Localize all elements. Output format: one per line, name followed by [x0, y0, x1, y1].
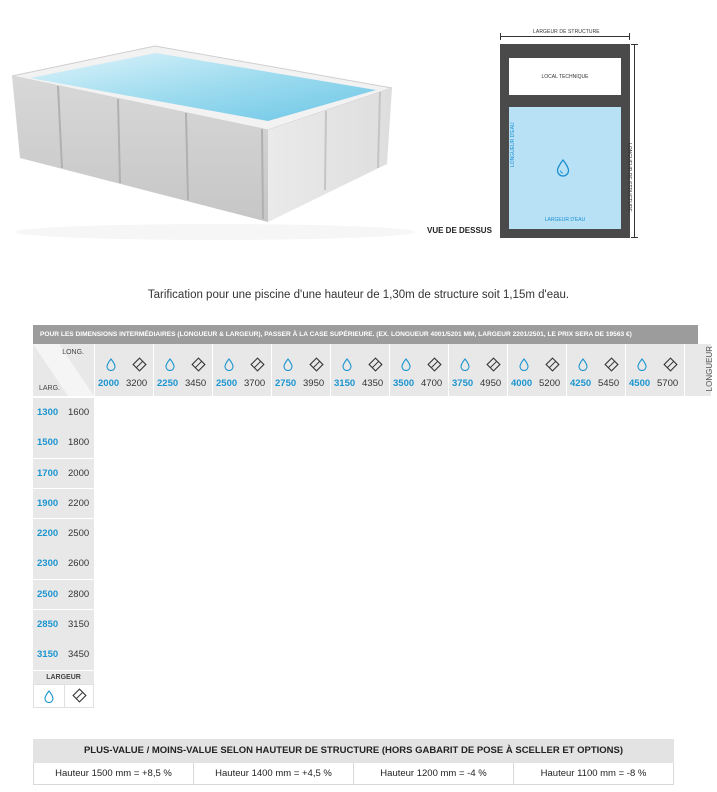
water-drop-icon [519, 358, 529, 376]
corner-larg-label: LARG. [39, 385, 61, 392]
legend-separator [64, 685, 65, 707]
water-width-value: 2200 [37, 528, 59, 540]
water-area [509, 107, 621, 229]
length-column [330, 344, 389, 396]
structure-length-value: 4350 [362, 378, 384, 389]
pool-structure-outline [500, 44, 630, 238]
water-length-value: 2750 [275, 378, 297, 389]
water-width-value: 2300 [37, 558, 59, 570]
length-column [153, 344, 212, 396]
width-row [33, 489, 94, 519]
longueur-side-cell [684, 344, 714, 396]
top-view-diagram [420, 28, 710, 243]
structure-diamond-icon [427, 357, 442, 377]
legend-icons [33, 684, 94, 708]
structure-diamond-icon [191, 357, 206, 377]
water-drop-icon [106, 358, 116, 376]
water-length-value: 2000 [98, 378, 120, 389]
structure-diamond-icon [545, 357, 560, 377]
table-corner-cell [33, 344, 94, 396]
structure-diamond-icon [72, 688, 87, 703]
water-width-value: 1900 [37, 497, 59, 509]
structure-diamond-icon [604, 357, 619, 377]
structure-width-value: 1800 [68, 437, 90, 449]
water-length-value: 4500 [629, 378, 651, 389]
structure-length-value: 4700 [421, 378, 443, 389]
water-length-value: 2500 [216, 378, 238, 389]
width-row [33, 580, 94, 610]
corner-long-label: LONG. [62, 349, 84, 356]
structure-width-value: 2500 [68, 528, 90, 540]
width-row [33, 428, 94, 458]
plus-value-cell: Hauteur 1100 mm = -8 % [540, 768, 647, 779]
water-drop-icon [165, 358, 175, 376]
plus-value-cell: Hauteur 1500 mm = +8,5 % [34, 763, 194, 784]
width-row [33, 459, 94, 489]
structure-width-value: 2600 [68, 558, 90, 570]
structure-length-value: 5450 [598, 378, 620, 389]
largeur-label: LARGEUR [33, 671, 94, 684]
structure-width-value: 3150 [68, 619, 90, 631]
pool-illustration [0, 0, 480, 292]
width-column [33, 398, 94, 671]
water-length-value: 3150 [334, 378, 356, 389]
structure-width-value: 3450 [68, 649, 90, 661]
structure-width-value: 1600 [68, 407, 90, 418]
water-drop-icon [342, 358, 352, 376]
structure-width-value: 2200 [68, 497, 90, 509]
length-column [566, 344, 625, 396]
plus-value-row [33, 763, 674, 785]
width-row [33, 398, 94, 428]
structure-length-value: 3700 [244, 378, 266, 389]
structure-length-value: 3450 [185, 378, 207, 389]
water-length-value: 3750 [452, 378, 474, 389]
width-row [33, 549, 94, 579]
technical-room-label: LOCAL TECHNIQUE [541, 73, 589, 80]
water-length-value: 4250 [570, 378, 592, 389]
water-drop-icon [44, 690, 54, 703]
plus-value-table [33, 739, 674, 785]
longueur-side-label: LONGUEUR [705, 346, 714, 392]
plus-value-cell: Hauteur 1200 mm = -4 % [354, 763, 514, 784]
length-column [625, 344, 684, 396]
plus-value-cell: Hauteur 1400 mm = +4,5 % [194, 763, 354, 784]
water-width-value: 2850 [37, 619, 59, 631]
plus-value-title: PLUS-VALUE / MOINS-VALUE SELON HAUTEUR DE STRUCTURE (HORS GABARIT DE POSE À SCELLER ET OPTIONS) [33, 739, 674, 763]
length-column [271, 344, 330, 396]
structure-width-value: 2800 [68, 588, 90, 600]
structure-diamond-icon [368, 357, 383, 377]
water-length-label: LONGUEUR D'EAU [510, 122, 516, 167]
water-drop-icon [578, 358, 588, 376]
length-column [389, 344, 448, 396]
width-row [33, 610, 94, 640]
water-drop-icon [637, 358, 647, 376]
width-row [33, 640, 94, 670]
structure-width-label: LARGEUR DE STRUCTURE [533, 29, 600, 35]
structure-length-value: 5200 [539, 378, 561, 389]
water-length-value: 2250 [157, 378, 179, 389]
length-column [94, 344, 153, 396]
water-width-value: 3150 [37, 649, 59, 661]
water-width-value: 1700 [37, 467, 59, 479]
structure-diamond-icon [663, 357, 678, 377]
water-width-label: LARGEUR D'EAU [544, 217, 586, 223]
water-width-value: 1300 [37, 407, 59, 418]
water-drop-icon [556, 159, 570, 177]
length-header-row [94, 344, 711, 396]
water-drop-icon [224, 358, 234, 376]
water-width-value: 2500 [37, 588, 59, 600]
structure-diamond-icon [132, 357, 147, 377]
structure-diamond-icon [250, 357, 265, 377]
width-row [33, 519, 94, 549]
structure-diamond-icon [486, 357, 501, 377]
pricing-caption: Tarification pour une piscine d'une hauteur de 1,30m de structure soit 1,15m d'eau. [147, 289, 570, 301]
structure-length-value: 5700 [657, 378, 679, 389]
technical-room [509, 58, 621, 95]
top-view-label: VUE DE DESSUS [427, 226, 492, 235]
water-length-value: 4000 [511, 378, 533, 389]
structure-width-value: 2000 [68, 467, 90, 479]
length-column [212, 344, 271, 396]
structure-length-value: 3200 [126, 378, 148, 389]
water-drop-icon [401, 358, 411, 376]
water-drop-icon [460, 358, 470, 376]
structure-width-dimension [500, 36, 630, 37]
structure-length-value: 4950 [480, 378, 502, 389]
water-length-value: 3500 [393, 378, 415, 389]
length-column [448, 344, 507, 396]
structure-length-value: 3950 [303, 378, 325, 389]
structure-length-label: LONGUEUR DE STRUCTURE [626, 143, 632, 212]
table-header-note: POUR LES DIMENSIONS INTERMÉDIAIRES (LONGUEUR & LARGEUR), PASSER À LA CASE SUPÉRIEURE. (EX. LONGUEUR 4001/5201 MM, LARGEUR 2201/2501, LE PRIX SERA DE 19563 €) [33, 325, 698, 344]
length-column [507, 344, 566, 396]
water-drop-icon [283, 358, 293, 376]
structure-length-dimension [634, 44, 635, 238]
structure-diamond-icon [309, 357, 324, 377]
water-width-value: 1500 [37, 437, 59, 449]
